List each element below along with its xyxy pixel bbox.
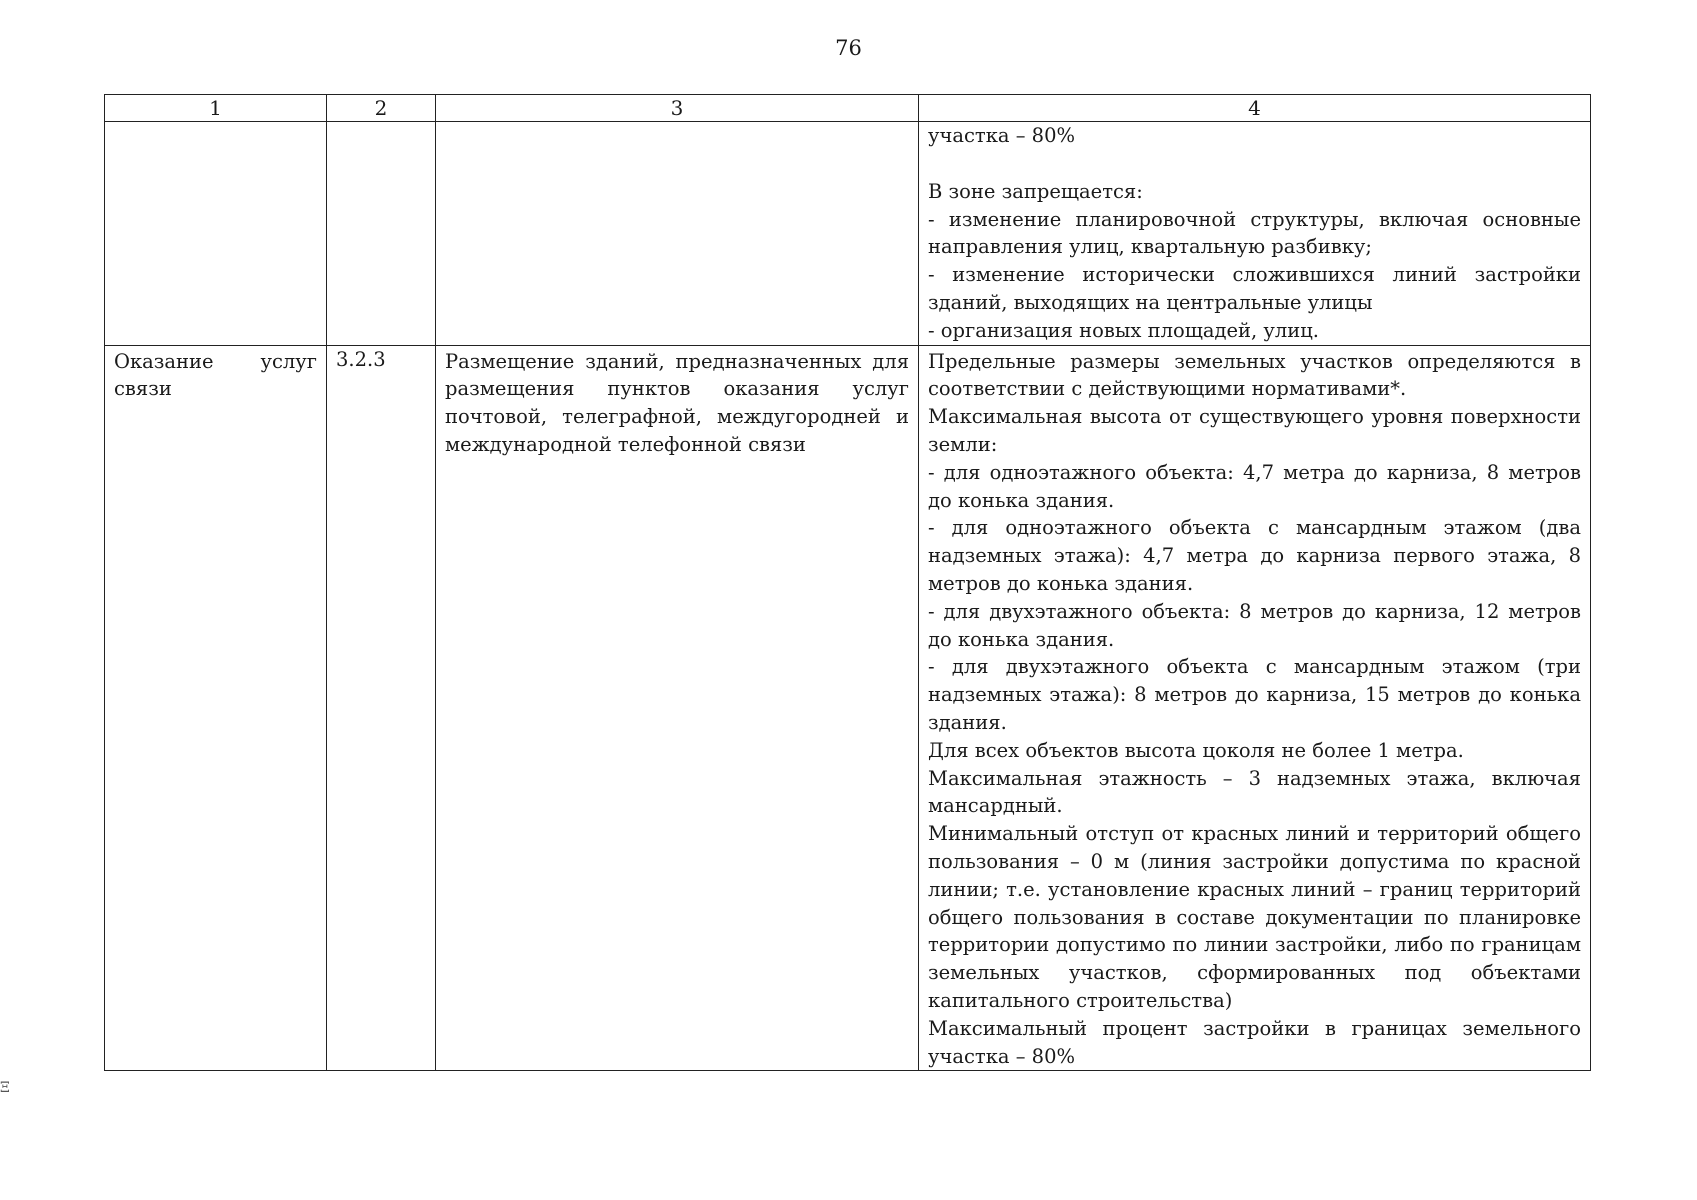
- parameter-line: - изменение планировочной структуры, включая основные направления улиц, квартальную разбивку;: [928, 207, 1581, 259]
- parameter-line: - для одноэтажного объекта с мансардным этажом (два надземных этажа): 4,7 метра до карниза первого этажа, 8 метров до конька здания.: [928, 516, 1581, 595]
- parameter-line: Предельные размеры земельных участков определяются в соответствии с действующими нормативами*.: [928, 349, 1581, 401]
- land-use-table: [104, 94, 1591, 1071]
- cell-description: [436, 122, 919, 346]
- table-row: [105, 122, 1591, 346]
- column-header-1: 1: [105, 95, 327, 122]
- cell-code: [327, 345, 436, 1071]
- table-row: [105, 345, 1591, 1071]
- parameter-line: - изменение исторически сложившихся линий застройки зданий, выходящих на центральные улицы: [928, 263, 1581, 314]
- parameter-line: Минимальный отступ от красных линий и территорий общего пользования – 0 м (линия застройки допустима по красной линии; т.е. установление красных линий – границ территорий общего пользования в составе документации по планировке территории допустимо по линии застройки, либо по границам земельных участков, сформированных под объектами капитального строительства): [928, 822, 1581, 1012]
- cell-parameters: [919, 345, 1591, 1071]
- cell-code: [327, 122, 436, 346]
- column-header-3: 3: [436, 95, 919, 122]
- use-type-code: 3.2.3: [336, 347, 386, 371]
- margin-mark: Ξ: [0, 1080, 10, 1096]
- parameter-line: В зоне запрещается:: [928, 179, 1143, 203]
- parameter-line: - для одноэтажного объекта: 4,7 метра до карниза, 8 метров до конька здания.: [928, 460, 1581, 512]
- parameter-line: - организация новых площадей, улиц.: [928, 318, 1319, 342]
- cell-use-type: [105, 345, 327, 1071]
- cell-use-type: [105, 122, 327, 346]
- column-header-2: 2: [327, 95, 436, 122]
- cell-description: [436, 345, 919, 1071]
- parameter-line: - для двухэтажного объекта: 8 метров до карниза, 12 метров до конька здания.: [928, 599, 1581, 651]
- parameter-line: Максимальный процент застройки в границах земельного участка – 80%: [928, 1016, 1581, 1068]
- parameter-line: Максимальная этажность – 3 надземных этажа, включая мансардный.: [928, 766, 1581, 818]
- use-type-description: Размещение зданий, предназначенных для размещения пунктов оказания услуг почтовой, телеграфной, междугородней и международной телефонной связи: [445, 349, 909, 456]
- parameter-line: участка – 80%: [928, 124, 1076, 147]
- parameter-line: Для всех объектов высота цоколя не более 1 метра.: [928, 738, 1464, 762]
- cell-parameters: [919, 122, 1591, 346]
- use-type-name: Оказание услуг связи: [114, 349, 317, 401]
- column-header-4: 4: [919, 95, 1591, 122]
- parameter-line: - для двухэтажного объекта с мансардным этажом (три надземных этажа): 8 метров до карниза, 15 метров до конька здания.: [928, 655, 1581, 734]
- page-number: 76: [835, 36, 862, 60]
- table-header-row: [105, 95, 1591, 122]
- paragraph-gap: [928, 150, 1581, 178]
- parameter-line: Максимальная высота от существующего уровня поверхности земли:: [928, 405, 1581, 456]
